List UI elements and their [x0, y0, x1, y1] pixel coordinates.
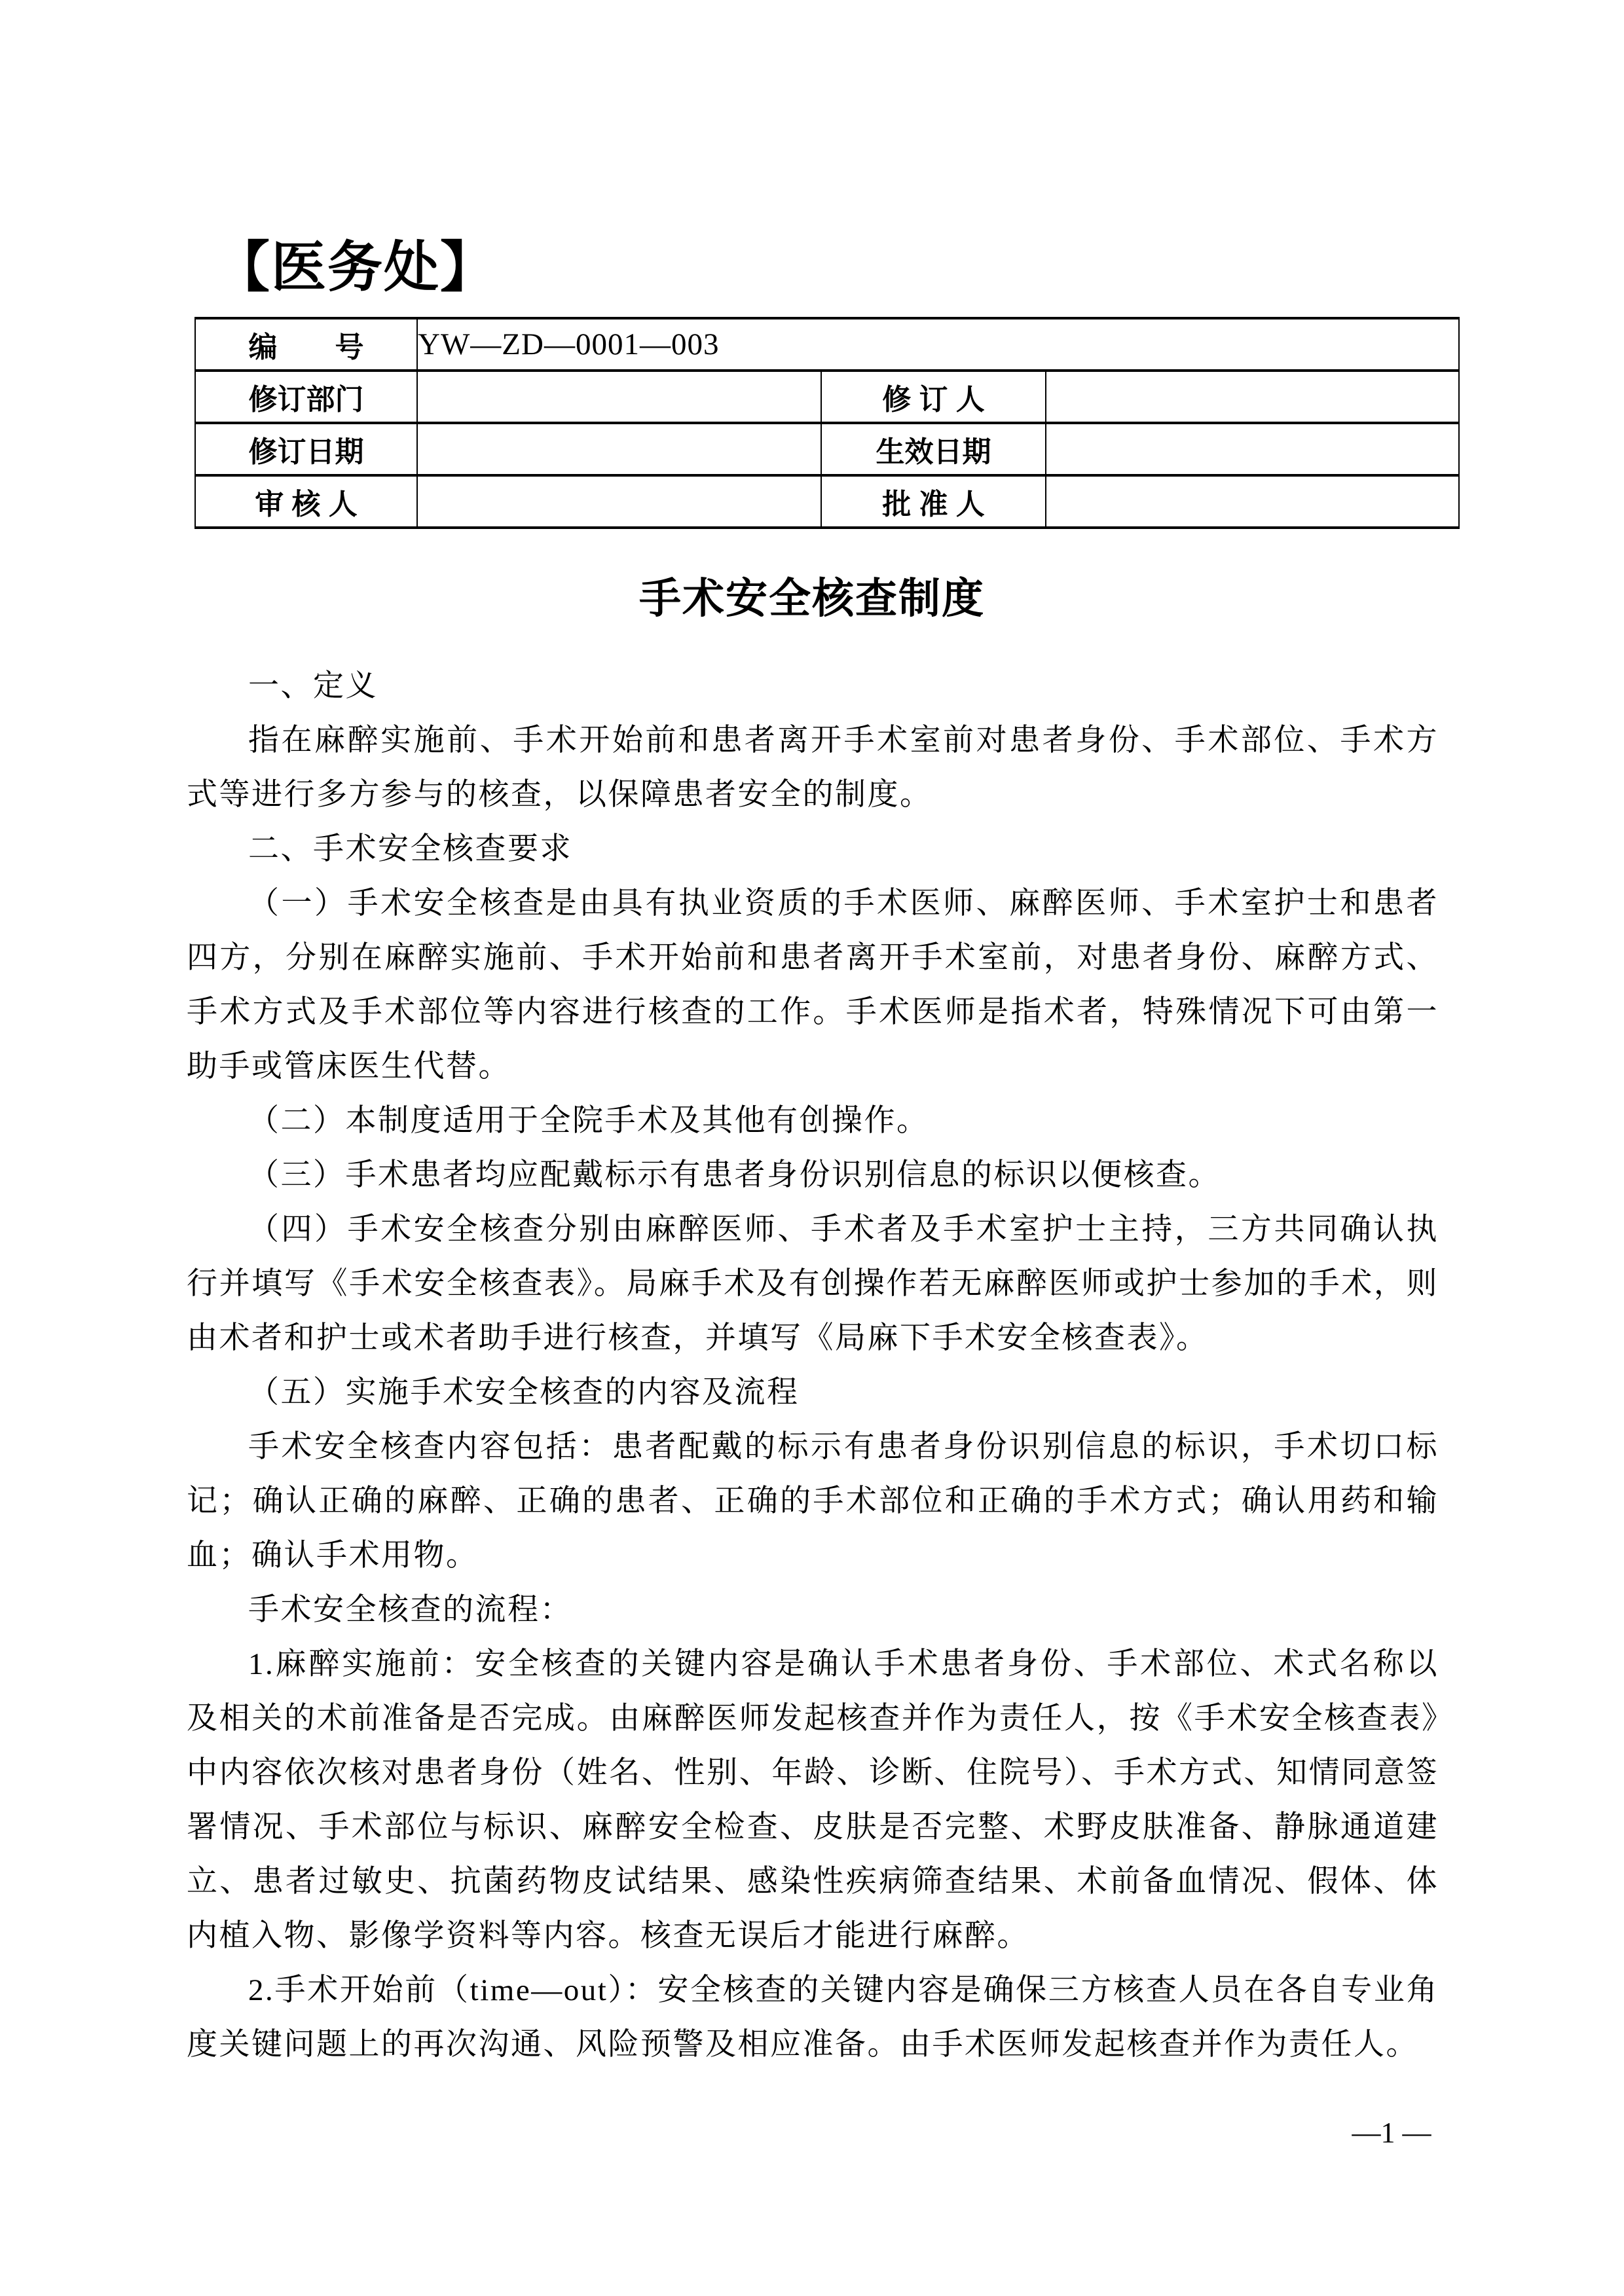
table-row — [195, 423, 1459, 475]
reviser-label: 修 订 人 — [821, 371, 1046, 423]
body-paragraph: 2.手术开始前（time—out）：安全核查的关键内容是确保三方核查人员在各自专业角度关键问题上的再次沟通、风险预警及相应准备。由手术医师发起核查并作为责任人。 — [187, 1973, 1439, 2062]
table-row-code — [195, 318, 1459, 371]
reviewer-label: 审 核 人 — [195, 475, 417, 528]
approver-value — [1046, 475, 1459, 528]
approver-label: 批 准 人 — [821, 475, 1046, 528]
document-info-table — [194, 317, 1460, 529]
body-paragraph: 手术安全核查的流程： — [248, 1593, 572, 1627]
body-paragraph-section-1-heading: 一、定义 — [248, 669, 378, 703]
code-value: YW—ZD—0001—003 — [417, 318, 1459, 371]
body-paragraph-section-2-heading: 二、手术安全核查要求 — [248, 832, 572, 866]
revision-dept-label: 修订部门 — [195, 371, 417, 423]
page-number: —1 — — [1352, 2117, 1431, 2149]
body-paragraph: （四）手术安全核查分别由麻醉医师、手术者及手术室护士主持，三方共同确认执行并填写《手术安全核查表》。局麻手术及有创操作若无麻醉医师或护士参加的手术，则由术者和护士或术者助手进行核查，并填写《局麻下手术安全核查表》。 — [187, 1212, 1439, 1355]
reviewer-value — [417, 475, 821, 528]
body-paragraph: （五）实施手术安全核查的内容及流程 — [248, 1376, 800, 1410]
page-title: 手术安全核查制度 — [639, 575, 985, 622]
body-paragraph: 1.麻醉实施前：安全核查的关键内容是确认手术患者身份、手术部位、术式名称以及相关的术前准备是否完成。由麻醉医师发起核查并作为责任人，按《手术安全核查表》中内容依次核对患者身份（姓名、性别、年龄、诊断、住院号）、手术方式、知情同意签署情况、手术部位与标识、麻醉安全检查、皮肤是否完整、术野皮肤准备、静脉通道建立、患者过敏史、抗菌药物皮试结果、感染性疾病筛查结果、术前备血情况、假体、体内植入物、影像学资料等内容。核查无误后才能进行麻醉。 — [187, 1647, 1439, 1953]
revision-date-label: 修订日期 — [195, 423, 417, 475]
body-paragraph: （一）手术安全核查是由具有执业资质的手术医师、麻醉医师、手术室护士和患者四方，分别在麻醉实施前、手术开始前和患者离开手术室前，对患者身份、麻醉方式、手术方式及手术部位等内容进行核查的工作。手术医师是指术者，特殊情况下可由第一助手或管床医生代替。 — [187, 886, 1439, 1084]
effective-date-value — [1046, 423, 1459, 475]
department-header: 【医务处】 — [215, 236, 497, 298]
reviser-value — [1046, 371, 1459, 423]
body-paragraph: 指在麻醉实施前、手术开始前和患者离开手术室前对患者身份、手术部位、手术方式等进行多方参与的核查，以保障患者安全的制度。 — [187, 723, 1439, 812]
table-row — [195, 371, 1459, 423]
effective-date-label: 生效日期 — [821, 423, 1046, 475]
body-paragraph: 手术安全核查内容包括：患者配戴的标示有患者身份识别信息的标识，手术切口标记；确认正确的麻醉、正确的患者、正确的手术部位和正确的手术方式；确认用药和输血；确认手术用物。 — [187, 1430, 1439, 1573]
document-body — [187, 659, 1439, 2072]
table-row — [195, 475, 1459, 528]
revision-date-value — [417, 423, 821, 475]
body-paragraph: （三）手术患者均应配戴标示有患者身份识别信息的标识以便核查。 — [248, 1158, 1221, 1192]
revision-dept-value — [417, 371, 821, 423]
body-paragraph: （二）本制度适用于全院手术及其他有创操作。 — [248, 1104, 929, 1138]
code-label: 编 号 — [195, 318, 417, 371]
